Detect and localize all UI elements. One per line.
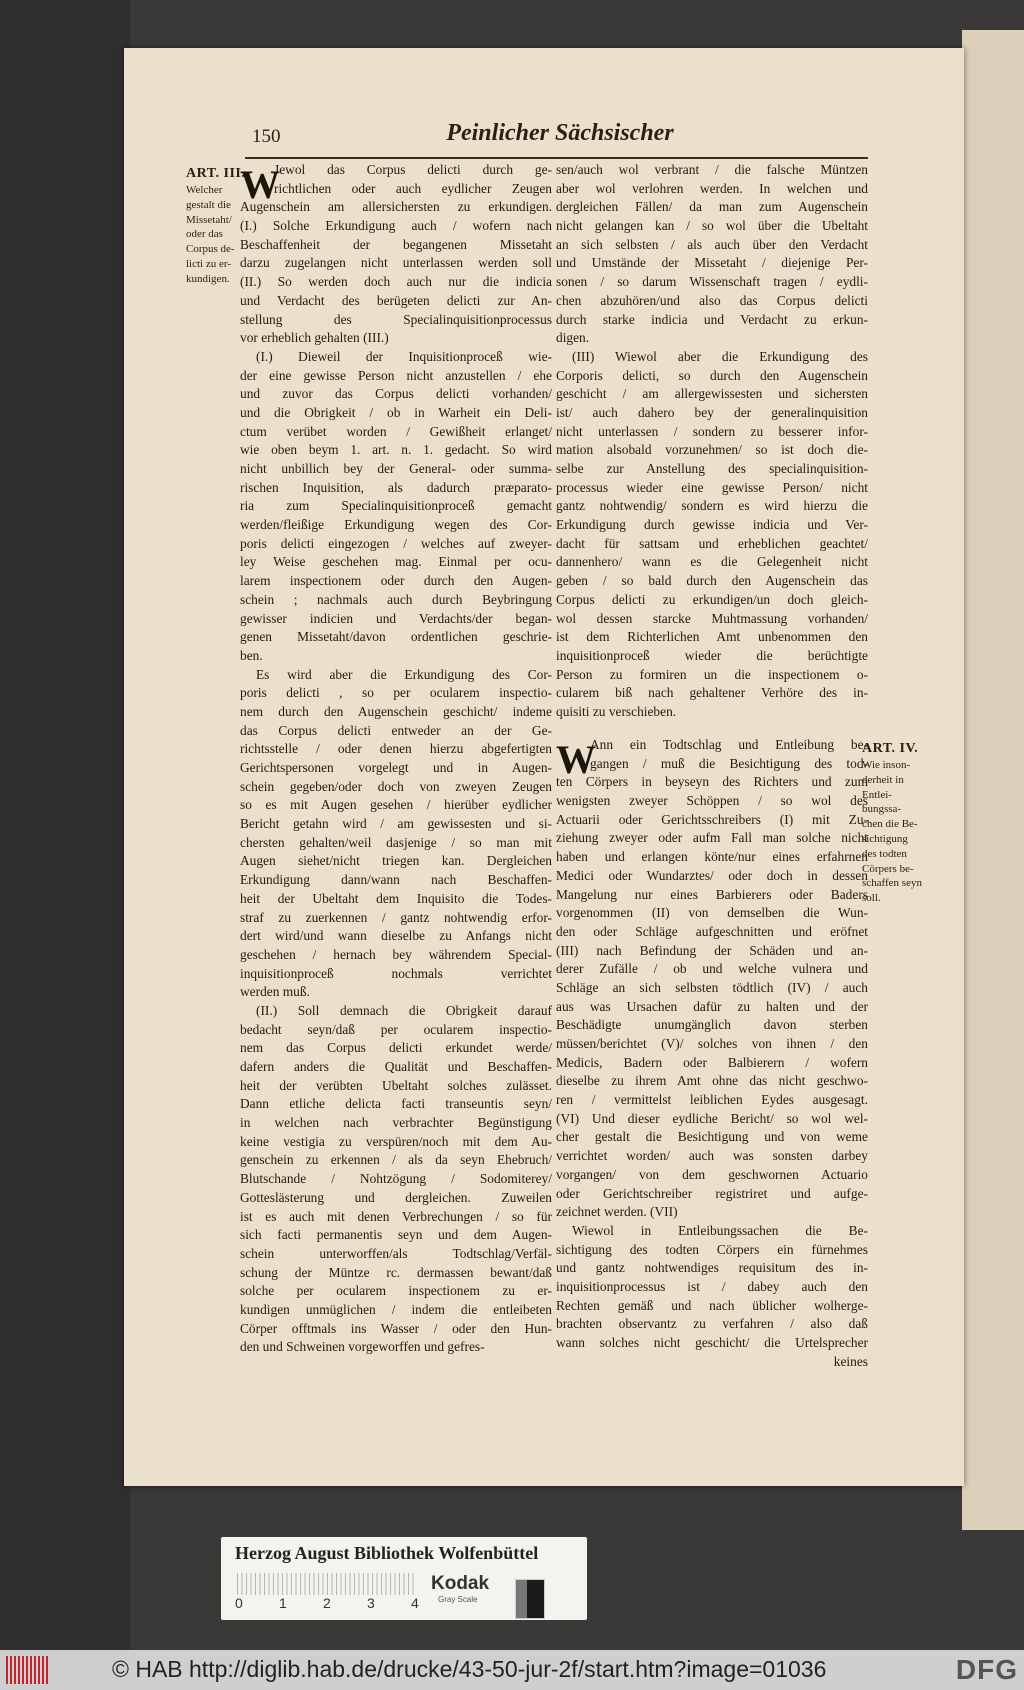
- margin-note-line: soll.: [862, 892, 881, 905]
- text-line: cularem biß nach gehaltener Verhöre des in-: [556, 685, 868, 701]
- text-line: werden muß.: [240, 984, 310, 1000]
- text-line: ist/ auch dahero bey der generalinquisition: [556, 404, 868, 420]
- text-line: (II.) So werden doch auch nur die indicia: [240, 274, 552, 290]
- text-line: inquisitionproceß nochmals verrichtet: [240, 965, 552, 981]
- text-line: Rechten gemäß und nach üblicher wolherge-: [556, 1297, 868, 1313]
- text-line: gangen / muß die Besichtigung des tod-: [590, 755, 868, 771]
- text-line: dafern anders die Qualität und Beschaffen-: [240, 1059, 552, 1074]
- text-line: derer Zufälle / ob und welche vulnera und: [556, 961, 868, 977]
- margin-note-line: Wie inson-: [862, 759, 911, 771]
- text-line: mation alsobald vorzunehmen/ so ist doch die-: [556, 442, 868, 458]
- drop-cap: W: [240, 162, 280, 207]
- text-line: müssen/berichtet (V)/ solches von ihnen / den: [556, 1036, 868, 1051]
- margin-note-line: Entlei-: [862, 788, 892, 801]
- text-line: so es mit Augen gesehen / hierüber eydlicher: [240, 797, 552, 813]
- footer-bar: [0, 1650, 1024, 1690]
- text-line: in welchen nach verbrachter Begünstigung: [240, 1115, 552, 1131]
- text-line: nicht unbillich bey der General- oder summa-: [240, 461, 552, 476]
- text-line: chen abzuhören/und also das Corpus delicti: [556, 292, 868, 308]
- text-line: nem das Corpus delicti erkundet werde/: [240, 1040, 552, 1056]
- text-line: digen.: [556, 330, 590, 346]
- dfg-logo: DFG: [955, 1654, 1018, 1685]
- text-line: ben.: [240, 647, 263, 663]
- text-line: sen/auch wol verbrant / die falsche Müntzen: [556, 162, 868, 177]
- text-line: zeichnet werden. (VII): [556, 1204, 678, 1220]
- text-line: geben / so bald durch den Augenschein das: [556, 573, 868, 589]
- text-line: Augenschein am allersichersten zu erkundigen.: [240, 199, 552, 215]
- margin-note-line: licti zu er-: [186, 257, 231, 270]
- text-line: wie oben beym 1. art. n. 1. gedacht. So wird: [240, 442, 552, 458]
- text-line: sichtigung des todten Cörpers ein fürnehmes: [556, 1241, 868, 1257]
- text-line: und zuvor das Corpus delicti vorhanden/: [240, 386, 552, 402]
- text-line: schein ; nachmals auch durch Beybringung: [240, 591, 552, 607]
- text-line: kundigen unmüglichen / indem die entleibeten: [240, 1301, 552, 1317]
- margin-note-art-iii: [186, 165, 245, 287]
- text-line: processus wieder eine gewisse Person/ nicht: [556, 479, 868, 495]
- text-line: vorgangen/ von dem geschwornen Actuario: [556, 1166, 868, 1182]
- text-line: sich facti permanentis seyn und dem Augen-: [240, 1227, 552, 1243]
- right-column-top: [556, 161, 868, 722]
- text-line: dannenhero/ wann es die Gelegenheit nicht: [556, 554, 868, 570]
- text-line: Actuarii oder Gerichtsschreibers (I) mit Zu-: [556, 811, 868, 827]
- text-line: quisiti zu verschieben.: [556, 703, 677, 719]
- text-line: brachten observantz zu verfahren / also daß: [556, 1316, 868, 1332]
- text-line: dieselbe zu ihrem Amt ohne das nicht geschwo-: [556, 1073, 868, 1089]
- text-line: darzu zugelangen nicht unterlassen werden soll: [240, 255, 552, 271]
- text-line: Es wird aber die Erkundigung des Cor-: [256, 666, 552, 682]
- margin-note-line: kundigen.: [186, 272, 230, 285]
- text-line: vorgenommen (II) von demselben die Wun-: [556, 905, 868, 921]
- text-line: Beschädigte unumgänglich davon sterben: [556, 1017, 868, 1033]
- text-line: den und Schweinen vorgeworffen und gefres-: [240, 1339, 485, 1355]
- running-title: Peinlicher Sächsischer: [446, 120, 674, 146]
- text-line: Mangelung nur eines Barbierers oder Baders: [556, 886, 868, 902]
- text-line: und Verdacht des berügeten delicti zur An-: [240, 292, 552, 308]
- text-line: cher gestalt die Besichtigung und von weme: [556, 1129, 868, 1145]
- text-line: oder Gerichtschreiber registriret und aufge-: [556, 1185, 868, 1201]
- text-line: schein gegeben/oder doch von zweyen Zeugen: [240, 778, 552, 794]
- margin-note-line: chen die Be-: [862, 818, 918, 831]
- margin-note-line: schaffen seyn: [862, 877, 922, 890]
- text-line: gewisser indicien und Verdachts/der began-: [240, 610, 552, 626]
- text-line: straf zu zuerkennen / gantz nohtwendig erfor-: [240, 909, 552, 925]
- text-line: ziehung zweyer oder aufm Fall man solche nicht: [556, 830, 868, 846]
- margin-note-line: sichtigung: [862, 832, 908, 845]
- text-line: Augen siehet/nicht triegen kan. Dergleichen: [240, 853, 552, 869]
- text-line: Person zu formiren un die inspectionem o-: [556, 666, 868, 682]
- text-line: an sich selbsten / als auch über den Verdacht: [556, 236, 868, 252]
- text-line: durch starke indicia und Verdacht zu erkun-: [556, 311, 868, 327]
- margin-note-line: Welcher: [186, 184, 223, 196]
- text-line: richtlichen oder auch eydlicher Zeugen: [274, 180, 552, 196]
- kodak-label: Kodak: [431, 1573, 490, 1594]
- text-line: aber wol verlohren werden. In welchen und: [556, 180, 868, 196]
- text-line: bedacht seyn/daß per ocularem inspectio-: [240, 1021, 552, 1037]
- margin-note-line: gestalt die: [186, 198, 231, 211]
- left-column: [240, 161, 552, 1357]
- copyright-link[interactable]: © HAB http://diglib.hab.de/drucke/43-50-jur-2f/start.htm?image=01036: [112, 1656, 827, 1682]
- text-line: Erkundigung durch gewisse indicia und Ver-: [556, 517, 868, 533]
- text-line: ist dem Richterlichen Amt unbenommen den: [556, 629, 868, 645]
- page-number: 150: [252, 126, 281, 147]
- scan-background: [0, 0, 130, 1650]
- text-line: wenigsten zweyer Schöppen / so wol des: [556, 793, 868, 809]
- text-line: und die Obrigkeit / ob in Warheit ein Deli-: [240, 404, 552, 420]
- text-line: und gantz nohtwendiges requisitum des in-: [556, 1260, 868, 1276]
- text-line: genschein zu erkennen / als da seyn Ehebruch/: [240, 1152, 552, 1168]
- ruler-number: 3: [367, 1595, 375, 1611]
- article-heading: ART. III.: [186, 166, 246, 181]
- text-line: schung der Müntze rc. dermassen bewant/daß: [240, 1264, 552, 1280]
- margin-note-line: Missetaht/: [186, 213, 232, 226]
- text-line: haben und erlangen könte/nur eines erfahrnen: [556, 849, 868, 865]
- text-line: gantz nohtwendig/ sondern es wird hierzu die: [556, 498, 868, 514]
- text-line: verrichtet worden/ auch was sonsten darbey: [556, 1148, 868, 1164]
- text-line: selbe zur Anstellung des specialinquisition-: [556, 461, 868, 476]
- text-line: Blutschande / Nohtzögung / Sodomiterey/: [240, 1171, 552, 1187]
- text-line: dacht für sattsam und erheblichen geachtet/: [556, 535, 868, 551]
- text-line: keines: [833, 1353, 868, 1369]
- text-line: nicht unterlassen / sondern zu besserer infor-: [556, 423, 868, 439]
- text-line: Beschaffenheit der begangenen Missetaht: [240, 236, 552, 252]
- text-line: schein unterworffen/als Todtschlag/Verfäl-: [240, 1245, 552, 1261]
- text-line: heit der verübten Ubeltaht solches zulässet.: [240, 1077, 552, 1093]
- text-line: sonen / so darum Wissenschaft tragen / eydli-: [556, 274, 868, 290]
- text-line: Corporis delicti, so durch den Augenschein: [556, 367, 868, 383]
- text-line: (III) nach Befindung der Schäden und an-: [556, 942, 868, 958]
- margin-note-line: Cörpers be-: [862, 862, 914, 875]
- text-line: (I.) Solche Erkundigung auch / wofern nach: [240, 218, 552, 234]
- text-line: Dann etliche delicta facti transeuntis seyn/: [240, 1096, 552, 1112]
- ruler-number: 2: [323, 1595, 331, 1611]
- text-line: dergleichen Fällen/ da man zum Augenschein: [556, 199, 868, 215]
- text-line: (VI) Und dieser eydliche Bericht/ so wol wel-: [556, 1110, 868, 1126]
- library-name: Herzog August Bibliothek Wolfenbüttel: [235, 1543, 539, 1563]
- text-line: ist es auch mit denen Verbrechungen / so für: [240, 1208, 552, 1224]
- text-line: inquisitionprocessus ist / dabey auch den: [556, 1278, 868, 1294]
- text-line: Wiewol in Entleibungssachen die Be-: [572, 1222, 868, 1238]
- text-line: poris delicti eingezogen / welches auf zweyer-: [240, 535, 552, 551]
- margin-note-line: derheit in: [862, 773, 904, 786]
- text-line: poris delicti , so per ocularem inspectio-: [240, 685, 552, 701]
- right-column-art-iv: [556, 736, 868, 1371]
- text-line: nicht gelangen kan / so wol über die Ubeltaht: [556, 218, 868, 234]
- text-line: Bericht getahn wird / am gewissesten und si-: [240, 816, 552, 832]
- text-line: ren / vermittelst leiblichen Eydes ausgesagt.: [556, 1092, 868, 1108]
- text-line: Medici oder Wundarztes/ oder doch in dessen: [556, 867, 868, 883]
- drop-cap: W: [556, 737, 596, 782]
- text-line: Jewol das Corpus delicti durch ge-: [274, 162, 552, 177]
- text-line: und Umstände der Missetaht / diejenige Per-: [556, 255, 868, 271]
- scale-card: [221, 1537, 587, 1620]
- text-line: den oder Schläge aufgeschnitten und eröfnet: [556, 923, 868, 939]
- text-line: heit der Ubeltaht dem Inquisito die Todes-: [240, 890, 552, 906]
- text-line: ten Cörpers in beyseyn des Richters und zum: [556, 774, 868, 790]
- text-line: Corpus delicti zu erkundigen/un doch gleich-: [556, 591, 868, 607]
- text-line: ley Weise geschehen mag. Einmal per ocu-: [240, 554, 552, 570]
- text-line: werden/fleißige Erkundigung wegen des Cor-: [240, 517, 552, 533]
- text-line: geschicht / am allergewissesten und sichersten: [556, 386, 868, 402]
- text-line: vor erheblich gehalten (III.): [240, 330, 389, 346]
- text-line: nem durch den Augenschein geschicht/ indeme: [240, 703, 552, 719]
- text-line: Cörper offtmals ins Wasser / oder den Hun-: [240, 1320, 552, 1336]
- text-line: stellung des Specialinquisitionprocessus: [240, 311, 552, 327]
- article-heading: ART. IV.: [862, 741, 919, 756]
- text-line: Ann ein Todtschlag und Entleibung be-: [590, 737, 868, 752]
- gray-patch: [515, 1579, 545, 1619]
- ruler-number: 1: [279, 1595, 287, 1611]
- text-line: richtsstelle / oder denen hierzu abgefertigten: [240, 741, 552, 757]
- margin-note-line: oder das: [186, 228, 223, 241]
- text-line: (I.) Dieweil der Inquisitionproceß wie-: [256, 348, 552, 364]
- text-line: rischen Inquisition, als dadurch præparato-: [240, 479, 552, 495]
- margin-note-line: Corpus de-: [186, 243, 235, 256]
- text-line: dert wird/und wann dieselbe zu Anfangs nicht: [240, 928, 552, 944]
- text-line: wann solches nicht geschicht/ die Urtelsprecher: [556, 1335, 868, 1350]
- gray-scale-label: Gray Scale: [438, 1595, 478, 1604]
- ruler: [237, 1573, 417, 1595]
- text-line: solche per ocularem inspectionem zu er-: [240, 1283, 552, 1299]
- text-line: das Corpus delicti entweder an der Ge-: [240, 722, 552, 738]
- text-line: der eine gewisse Person nicht anzustellen / ehe: [240, 367, 552, 383]
- text-line: ria zum Specialinquisitionproceß gemacht: [240, 498, 552, 514]
- text-line: aus was Ursachen dafür zu halten und der: [556, 998, 868, 1014]
- text-line: ctum verübet worden / Gewißheit erlanget/: [240, 423, 552, 439]
- text-line: genen Missetaht/davon ordentlichen geschrie-: [240, 629, 552, 645]
- text-line: Erkundigung dann/wann nach Beschaffen-: [240, 872, 552, 888]
- ruler-number: 4: [411, 1595, 419, 1611]
- margin-note-line: des todten: [862, 847, 907, 860]
- header-rule: [245, 157, 868, 159]
- text-line: Schläge an sich selbsten tödtlich (IV) / auch: [556, 979, 868, 995]
- margin-note-line: bungssa-: [862, 803, 902, 816]
- margin-note-art-iv: [862, 740, 922, 906]
- text-line: keine vestigia zu verspüren/noch mit dem Au-: [240, 1133, 552, 1149]
- text-line: larem inspectionem oder durch den Augen-: [240, 573, 552, 589]
- text-line: Gotteslästerung und dergleichen. Zuweilen: [240, 1189, 552, 1205]
- text-line: (III) Wiewol aber die Erkundigung des: [572, 348, 868, 364]
- adjacent-page-edge: [962, 30, 1024, 1530]
- hab-logo-icon: [6, 1656, 48, 1684]
- text-line: Gerichtspersonen vorgelegt und in Augen-: [240, 760, 552, 775]
- text-line: (II.) Soll demnach die Obrigkeit darauf: [256, 1002, 552, 1018]
- text-line: wol dessen starcke Muhtmassung vorhanden/: [556, 610, 868, 626]
- text-line: Medicis, Badern oder Balbierern / wofern: [556, 1054, 868, 1070]
- text-line: inquisitionproceß wieder die berüchtigte: [556, 647, 868, 663]
- ruler-number: 0: [235, 1595, 243, 1611]
- text-line: geschehen / hernach bey währendem Special-: [240, 946, 552, 962]
- text-line: chersten gehalten/weil dasjenige / so man mit: [240, 834, 552, 850]
